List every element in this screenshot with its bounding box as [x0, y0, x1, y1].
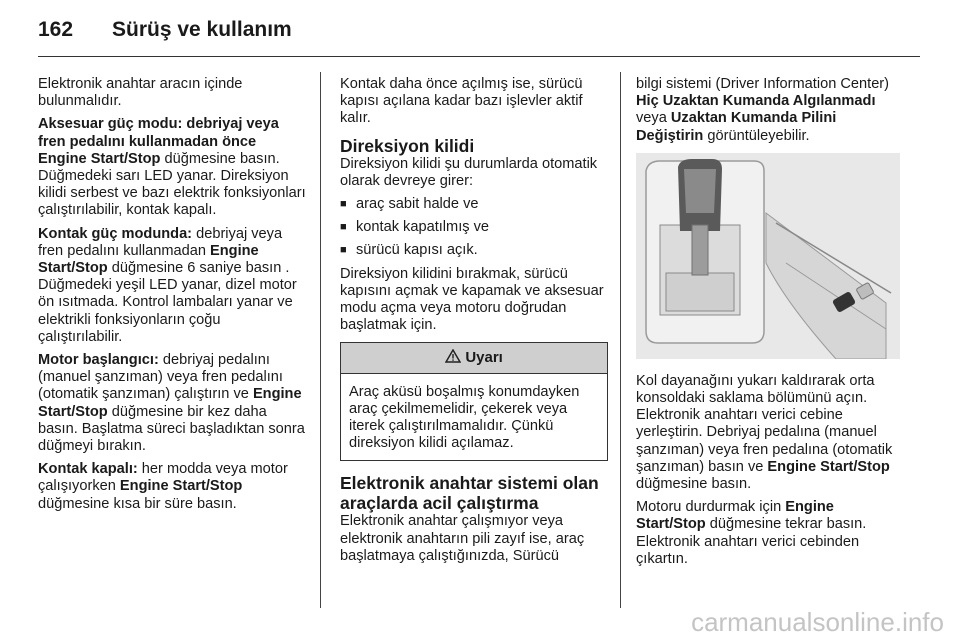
message-label: Uzaktan Kumanda Pilini Değiştirin — [636, 110, 837, 144]
engine-start-stop-label: Engine Start/Stop — [636, 499, 834, 533]
paragraph — [636, 499, 900, 568]
header-rule — [38, 56, 920, 57]
paragraph: Direksiyon kilidini bırakmak, sürücü kapısını açmak ve kapamak ve aksesuar modu açma veya motoru doğrudan başlatmak için. — [340, 265, 604, 334]
ignition-label: Kontak güç modunda: — [38, 225, 193, 242]
accessory-label: Aksesuar güç modu: debriyaj veya fren pedalını kullanmadan önce Engine Start/Stop — [38, 116, 279, 167]
start-text: düğmesine bir kez daha basın. Başlatma süreci başladıktan sonra düğmeyi bırakın. — [38, 403, 305, 455]
paragraph-accessory — [38, 116, 306, 219]
bullet-list — [340, 196, 608, 260]
console-key-pocket-illustration — [636, 153, 900, 359]
paragraph-ignition — [38, 226, 306, 346]
paragraph: Elektronik anahtar aracın içinde bulunmalıdır. — [38, 76, 243, 110]
section-heading: Elektronik anahtar sistemi olan araçlarda acil çalıştırma — [340, 473, 599, 514]
warning-header — [341, 343, 607, 373]
page-title: Sürüş ve kullanım — [112, 18, 292, 41]
column-divider — [320, 72, 321, 608]
page-header — [38, 18, 292, 42]
start-label: Motor başlangıcı: — [38, 352, 159, 369]
text: Motoru durdurmak için — [636, 499, 786, 516]
watermark: carmanualsonline.info — [691, 607, 944, 637]
paragraph-start — [38, 352, 306, 455]
text: görüntüleyebilir. — [703, 127, 810, 144]
accessory-text: düğmesine basın. Düğmedeki sarı LED yanar. Direksiyon kilidi serbest ve bazı elektrik fonksiyonları çalıştırılabilir, kontak kapalı. — [38, 150, 306, 219]
text: bilgi sistemi (Driver Information Center) — [636, 76, 890, 92]
text: düğmesine tekrar basın. Elektronik anahtarı verici cebinden çıkartın. — [636, 516, 867, 567]
off-label: Kontak kapalı: — [38, 461, 138, 478]
illustration-svg — [636, 153, 900, 359]
section-heading: Direksiyon kilidi — [340, 135, 475, 156]
text: veya — [636, 110, 671, 127]
paragraph: Elektronik anahtar çalışmıyor veya elektronik anahtarın pili zayıf ise, araç başlatmaya çalıştığınızda, Sürücü — [340, 513, 585, 564]
text: düğmesine basın. — [636, 476, 752, 493]
column-3 — [636, 76, 900, 574]
column-1 — [38, 76, 306, 519]
engine-start-stop-label: Engine Start/Stop — [38, 386, 302, 420]
message-label: Hiç Uzaktan Kumanda Algılanmadı — [636, 93, 876, 110]
warning-title: Uyarı — [465, 349, 503, 367]
engine-start-stop-label: Engine Start/Stop — [38, 242, 259, 277]
column-divider — [620, 72, 621, 608]
text: Kol dayanağını yukarı kaldırarak orta konsoldaki saklama bölümünü açın. Elektronik anahtarı verici cebine yerleştirin. Debriyaj pedalına (manuel şanzıman) veya fren pedalına (otomatik şanzıman) basın ve — [636, 372, 893, 475]
list-item: ■ kontak kapatılmış ve — [340, 219, 608, 236]
off-text: düğmesine kısa bir süre basın. — [38, 495, 237, 512]
paragraph — [636, 76, 900, 145]
column-2 — [340, 76, 608, 571]
page-number: 162 — [38, 18, 74, 41]
engine-start-stop-label: Engine Start/Stop — [119, 478, 243, 495]
ignition-text: düğmesine 6 saniye basın . Düğmedeki yeşil LED yanar, dizel motor ön ısıtmada. Kontrol lambaları yanar ve elektrikli fonksiyonların çoğu çalıştırılabilir. — [38, 260, 297, 345]
list-item: ■ sürücü kapısı açık. — [340, 242, 608, 259]
list-item: ■ araç sabit halde ve — [340, 196, 608, 213]
paragraph — [636, 373, 900, 493]
off-text: her modda veya motor çalışıyorken — [38, 461, 288, 495]
engine-start-stop-label: Engine Start/Stop — [767, 458, 890, 475]
paragraph: Direksiyon kilidi şu durumlarda otomatik olarak devreye girer: — [340, 155, 598, 189]
start-text: debriyaj pedalını (manuel şanzıman) veya fren pedalını (otomatik şanzıman) çalıştırın ve — [38, 352, 283, 403]
warning-icon — [445, 349, 461, 363]
paragraph-off — [38, 461, 306, 513]
paragraph: Kontak daha önce açılmış ise, sürücü kapısı açılana kadar bazı işlevler aktif kalır. — [340, 76, 583, 127]
ignition-text: debriyaj veya fren pedalını kullanmadan — [38, 225, 283, 259]
warning-box — [340, 342, 608, 461]
warning-text: Araç aküsü boşalmış konumdayken araç çekilmemelidir, çekerek veya iterek çalıştırılmamalıdır. Çünkü direksiyon kilidi açılamaz. — [349, 383, 580, 452]
